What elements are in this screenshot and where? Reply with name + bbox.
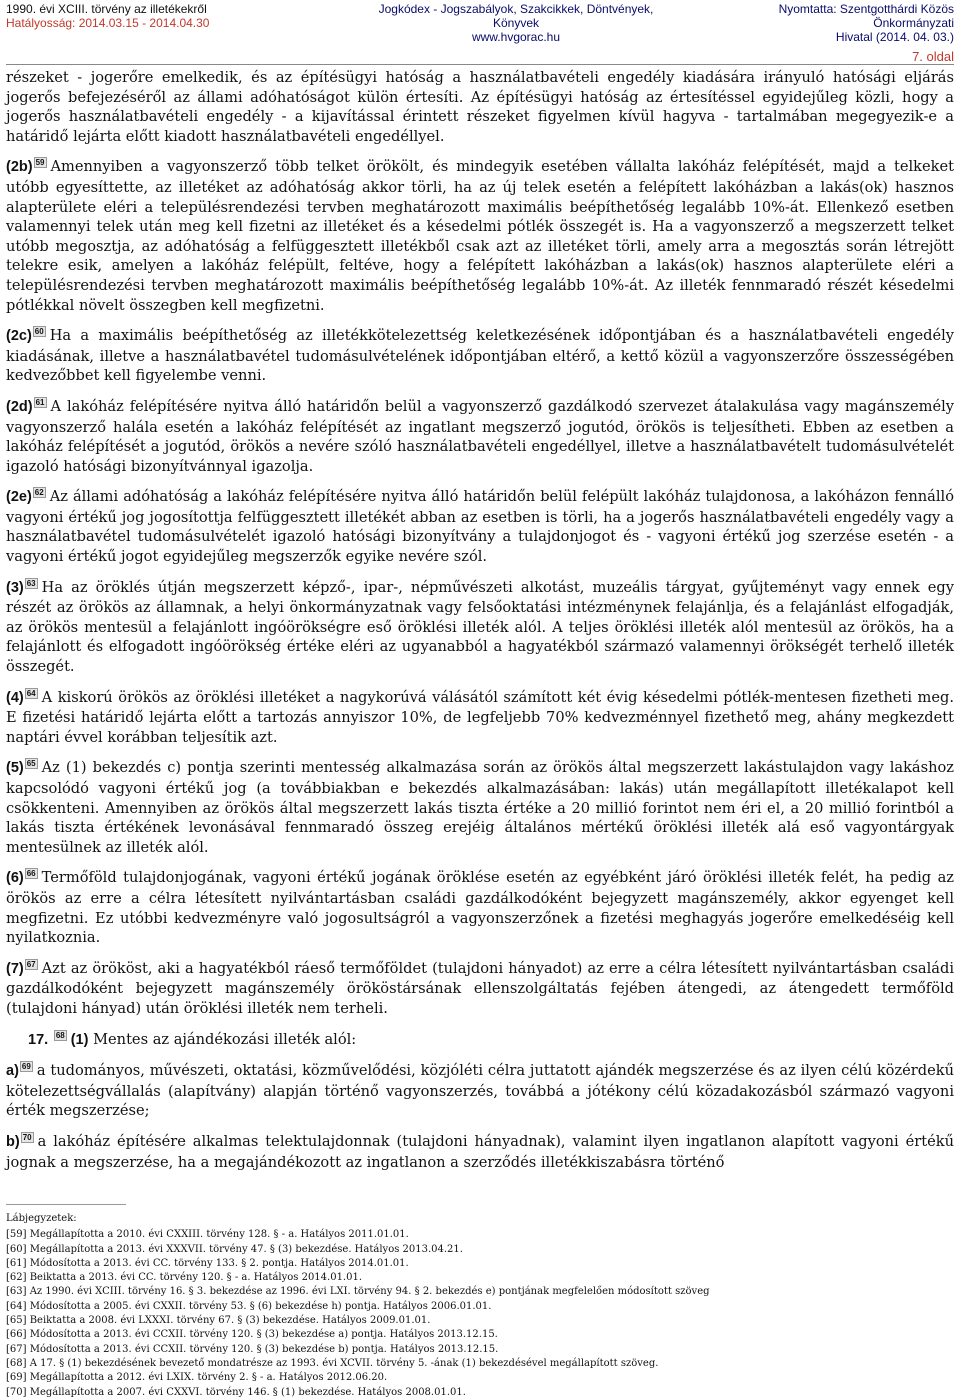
paragraph-mark: a) <box>6 1063 19 1080</box>
paragraph-text: részeket - jogerőre emelkedik, és az építésügyi hatóság a használatbavételi engedély kiadására irányuló hatósági eljárás jogerős befejezéséről az állami adóhatóságot külön értesíti. Az építésügyi hatóság az értesítéssel egyidejűleg közli, hogy a jogerős használatbavételi engedély - a kijavítással érintett részeket figyelmen kívül hagyva - tartalmában megegyezik-e a határidő lejárta előtt kiadott használatbavételi engedéllyel. <box>6 69 954 145</box>
paragraph-text: Termőföld tulajdonjogának, vagyoni értékű jogának öröklése esetén az egyébként járó öröklési illeték felét, ha pedig az örökös az erre a célra létesített nyilvántartásban családi gazdálkodóként bejegyzett magánszemély, akkor egyenget kell megfizetni. Ez utóbbi kedvezményre való jogosultságról a vagyonszerzőnek a fizetési meghagyás jogerőre emelkedéséig kell nyilatkoznia. <box>6 869 954 947</box>
paragraph <box>6 758 954 857</box>
footnotes-list <box>6 1228 954 1400</box>
paragraph-text: Mentes az ajándékozási illeték alól: <box>93 1030 357 1048</box>
paragraph-text: Amennyiben a vagyonszerző több telket örökölt, és mindegyik esetében vállalta lakóház felépítését, majd a telkeket utóbb egyesíttette, az illetéket az adóhatóság akkor törli, ha az új telek esetén a felépített lakóházban a lakás(ok) hasznos alapterülete eléri a településrendezési tervben meghatározott maximális beépíthetőség legalább 10%-át. Ellenkező esetben valamennyi telek után meg kell fizetni az illetéket és a késedelmi pótlék összegét is. Ha a vagyonszerző a megszerzett telket utóbb megosztja, az adóhatóság a felfüggesztett illetékből csak azt az illetéket törli, amely arra a megosztás során létrejött telekre esik, amelyen a lakóház felépült, feltéve, hogy a felépített lakóházban a lakás(ok) hasznos alapterülete eléri a településrendezési tervben meghatározott maximális beépíthetőség legalább 10%-át. Az illeték fennmaradó részét késedelmi pótlékkal növelt összegben kell megfizetni. <box>6 158 954 314</box>
paragraph <box>6 1061 954 1121</box>
source-line-2: Könyvek <box>492 16 540 30</box>
paragraph-text: Ha az öröklés útján megszerzett képző-, ipar-, népművészeti alkotást, muzeális tárgyat, gyűjteményt vagy ennek egy részét az örökös az államnak, a helyi önkormányzatnak vagy felsőoktatási intézménynek felajánlja, és a felajánlást elfogadják, az örökös mentesül a felajánlott ingóörökségre eső öröklési illeték alól. A teljes öröklési illeték alól mentesül az örökös, ha a felajánlott és elfogadott ingóörökség értéke eléri az ugyanabból a hagyatékból származó valamennyi örökségét terhelő illeték összegét. <box>6 578 954 676</box>
paragraph <box>6 487 954 566</box>
footnote-ref[interactable]: 61 <box>35 397 45 407</box>
paragraph-mark: (2e) <box>6 489 32 506</box>
paragraph-mark: (3) <box>6 579 24 596</box>
printed-by-line-2: Hivatal (2014. 04. 03.) <box>835 30 954 44</box>
validity-dates: Hatályosság: 2014.03.15 - 2014.04.30 <box>6 16 210 30</box>
footnote-ref[interactable]: 67 <box>26 959 36 969</box>
paragraph-mark: (5) <box>6 760 24 777</box>
footnote-ref[interactable]: 64 <box>26 688 36 698</box>
source-line-1: Jogkódex - Jogszabályok, Szakcikkek, Döntvények, <box>378 2 654 16</box>
footnote-item: [62] Beiktatta a 2013. évi CC. törvény 120. § - a. Hatályos 2014.01.01. <box>6 1272 363 1284</box>
paragraph <box>6 397 954 476</box>
paragraph-submark: (1) <box>70 1031 89 1048</box>
footnote-item: [69] Megállapította a 2012. évi LXIX. törvény 2. § - a. Hatályos 2012.06.20. <box>6 1372 388 1384</box>
printed-by-line-1: Nyomtatta: Szentgotthárdi Közös Önkormányzati <box>778 2 954 30</box>
page-header <box>6 2 954 62</box>
footnote-item: [64] Módosította a 2005. évi CXXII. törvény 53. § (6) bekezdése h) pontja. Hatályos 2006.01.01. <box>6 1300 492 1312</box>
header-divider <box>6 64 954 65</box>
paragraph-text: a tudományos, művészeti, oktatási, közművelődési, közjóléti célra juttatott ajándék megszerzése és az ilyen célú közérdekű kötelezettségvállalás (alapítvány) alapján történő vagyonszerzés, továbbá a jótékony célú közadakozásból származó vagyoni érték megszerzése; <box>6 1062 954 1120</box>
paragraph-mark: 17. <box>28 1031 49 1048</box>
paragraph <box>6 578 954 677</box>
footnote-item: [63] Az 1990. évi XCIII. törvény 16. § 3. bekezdése az 1996. évi LXI. törvény 94. § 2. bekezdés e) pontjának megfelelően módosított szöveg <box>6 1286 710 1298</box>
paragraph <box>6 68 954 146</box>
header-right <box>700 2 954 44</box>
footnote-item: [67] Módosította a 2013. évi CCXII. törvény 120. § (3) bekezdése b) pontja. Hatályos 2013.12.15. <box>6 1343 499 1355</box>
paragraph <box>6 868 954 947</box>
paragraph-mark: (2c) <box>6 328 32 345</box>
paragraph-text: Ha a maximális beépíthetőség az illetékkötelezettség keletkezésének időpontjában és a használatbavételi engedély kiadásának, illetve a használatbavétel tudomásulvételének időpontjában eltérő, a kettő közül a vagyonszerzőre összességében kedvezőbbet kell figyelembe venni. <box>6 327 954 385</box>
footnote-ref[interactable]: 66 <box>26 869 36 879</box>
paragraph-text: Az (1) bekezdés c) pontja szerinti mentesség alkalmazása során az örökös által megszerzett lakástulajdon vagy lakáshoz kapcsolódó vagyoni értékű jog (a továbbiakban e bekezdés alkalmazásában: lakás) után megállapított illetékalapot kell csökkenteni. Amennyiben az örökös által megszerzett lakás tiszta értéke a 20 millió forintot nem éri el, a 20 millió forintból a lakás tiszta értékének levonásával fennmaradó összeg erejéig általános mértékű öröklési illeték alá eső vagyontárgyak mentesülnek az illeték alól. <box>6 759 954 856</box>
paragraph <box>6 1030 954 1051</box>
paragraph <box>6 326 954 386</box>
page-number: 7. oldal <box>912 49 954 64</box>
paragraph <box>6 1132 954 1172</box>
paragraph-text: Az állami adóhatóság a lakóház felépítésére nyitva álló határidőn belül felépült lakóház tulajdonosa, a lakóházon fennálló vagyoni értékű jog jogosítottja felfüggesztett illetékét abban az esetben is törli, ha a jogerős használatbavételi engedély vagy a használatbavétel tudomásulvételét igazoló hatósági bizonyítvány a tulajdonjogot és - vagyoni értékű jog szerzése esetén - a vagyoni értékű jogot egyidejűleg megszerzők egyike nevére szól. <box>6 488 954 566</box>
footnote-ref[interactable]: 60 <box>34 327 44 337</box>
footnotes-divider <box>6 1204 126 1205</box>
footnote-item: [66] Módosította a 2013. évi CCXII. törvény 120. § (3) bekezdése a) pontja. Hatályos 2013.12.15. <box>6 1329 498 1341</box>
footnote-ref[interactable]: 68 <box>55 1030 65 1040</box>
paragraph-mark: (2b) <box>6 159 33 176</box>
paragraph-text: A lakóház felépítésére nyitva álló határidőn belül a vagyonszerző gazdálkodó szervezet átalakulása vagy magánszemély vagyonszerző halála esetén a lakóház felépítését az ingatlant megszerző jogutód, örökös is teljesítheti. Ebben az esetben a lakóház felépítését a jogutód, örökös a nevére szóló használatbavételi engedéllyel, illetve a használatbavételt tudomásulvételét igazoló hatósági bizonyítvánnyal igazolja. <box>6 397 954 475</box>
footnote-item: [65] Beiktatta a 2008. évi LXXXI. törvény 67. § (3) bekezdése. Hatályos 2009.01.01. <box>6 1315 431 1327</box>
paragraph-mark: (6) <box>6 870 24 887</box>
footnote-ref[interactable]: 69 <box>21 1062 31 1072</box>
footnote-ref[interactable]: 65 <box>26 759 36 769</box>
footnote-item: [68] A 17. § (1) bekezdésének bevezető mondatrésze az 1993. évi XCVII. törvény 5. -ának (1) bekezdésével megállapított szöveg. <box>6 1357 659 1369</box>
paragraph-text: Azt az örököst, aki a hagyatékból ráeső termőföldet (tulajdoni hányadot) az erre a célra létesített nyilvántartásban családi gazdálkodóként bejegyzett magánszemély örököstársának ellenszolgáltatás fejében átengedi, az átengedett termőföld (tulajdoni hányad) után öröklési illeték nem terheli. <box>6 959 954 1017</box>
paragraph-text: a lakóház építésére alkalmas telektulajdonnak (tulajdoni hányadnak), valamint ilyen ingatlanon alapított vagyoni értékű jognak a megszerzése, ha a megajándékozott az ingatlanon a szerződés illetékkiszabásra történő <box>6 1132 954 1171</box>
law-title: 1990. évi XCIII. törvény az illetékekről <box>6 2 207 16</box>
paragraph-mark: (4) <box>6 689 24 706</box>
footnotes-title: Lábjegyzetek: <box>6 1213 77 1224</box>
paragraph-text: A kiskorú örökös az öröklési illetéket a nagykorúvá válásától számított két évig késedelmi pótlék-mentesen fizetheti meg. E fizetési határidő lejárta előtt a tartozás annyiszor 10%, de legfeljebb 70% kedvezménnyel fizethető meg, ahány megkezdett naptári évvel korábban teljesítik azt. <box>6 688 954 746</box>
header-left <box>6 2 256 30</box>
paragraph <box>6 688 954 748</box>
document-body <box>6 68 954 1183</box>
footnote-ref[interactable]: 62 <box>34 488 44 498</box>
footnotes <box>6 1212 954 1400</box>
paragraph-mark: (2d) <box>6 398 33 415</box>
paragraph-mark: (7) <box>6 960 24 977</box>
footnote-ref[interactable]: 59 <box>35 158 45 168</box>
paragraph-mark: b) <box>6 1133 20 1150</box>
footnote-item: [61] Módosította a 2013. évi CC. törvény 133. § 2. pontja. Hatályos 2014.01.01. <box>6 1257 409 1269</box>
footnote-item: [59] Megállapította a 2010. évi CXXIII. törvény 128. § - a. Hatályos 2011.01.01. <box>6 1229 409 1241</box>
footnote-item: [60] Megállapította a 2013. évi XXXVII. törvény 47. § (3) bekezdése. Hatályos 2013.04.21. <box>6 1243 463 1255</box>
footnote-item: [70] Megállapította a 2007. évi CXXVI. törvény 146. § (1) bekezdése. Hatályos 2008.01.01. <box>6 1386 466 1398</box>
paragraph <box>6 959 954 1019</box>
header-source <box>368 2 664 44</box>
source-url[interactable]: www.hvgorac.hu <box>471 30 561 44</box>
paragraph <box>6 157 954 315</box>
footnote-ref[interactable]: 63 <box>26 578 36 588</box>
footnote-ref[interactable]: 70 <box>22 1132 32 1142</box>
